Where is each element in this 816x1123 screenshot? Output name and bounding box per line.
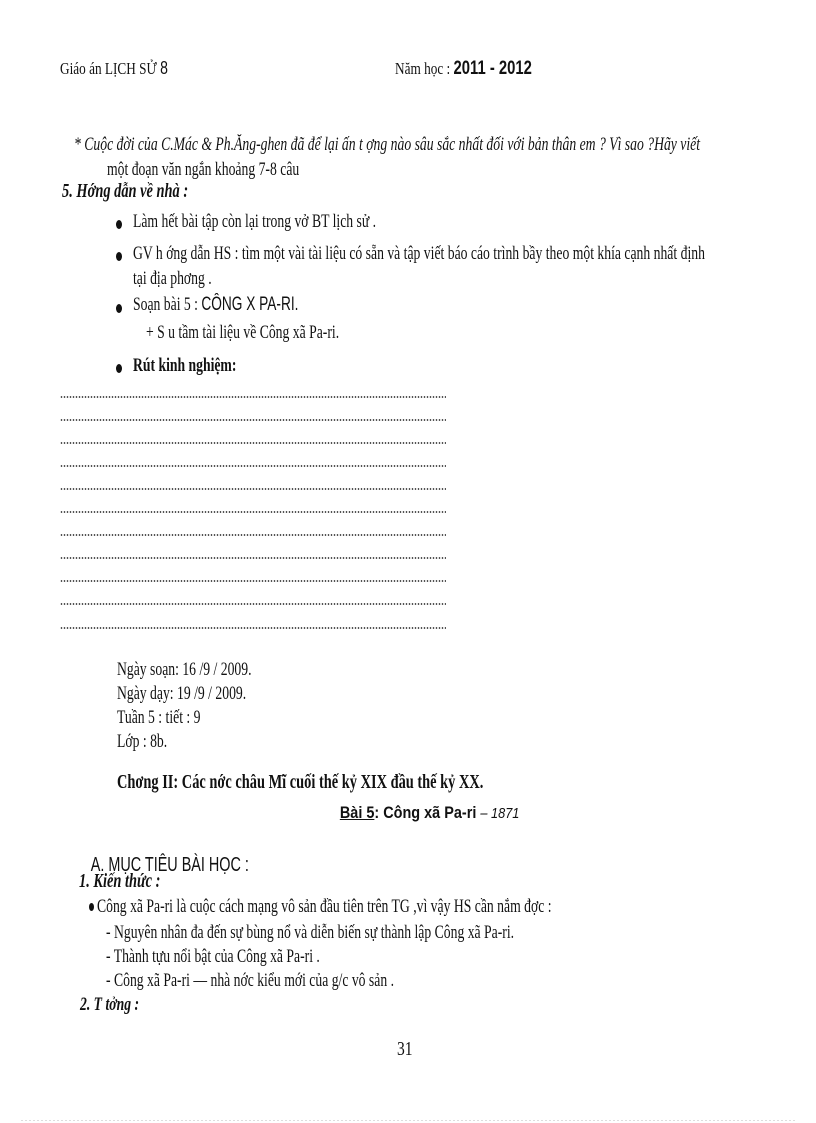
class-name: Lớp : 8b. [117, 731, 168, 752]
header-grade: 8 [160, 58, 168, 78]
header-year-value: 2011 - 2012 [453, 58, 532, 79]
question-line-1: * Cuộc đời của C.Mác & Ph.Ăng-ghen đã để lại ấn t ợng nào sâu sắc nhất đối với bản thân em ? Vì sao ?Hãy viết [74, 134, 701, 155]
knowledge-point-1: - Nguyên nhân đa đến sự bùng nổ và diễn biến sự thành lập Công xã Pa-ri. [106, 922, 515, 943]
blank-dotted-line [60, 603, 446, 605]
homework-item-2-cont: tại địa phơng . [133, 268, 212, 289]
bullet-icon [116, 220, 122, 229]
homework-item-3-label: Soạn bài 5 : [133, 294, 198, 315]
page-number: 31 [397, 1038, 413, 1060]
blank-dotted-line [60, 419, 446, 421]
bullet-icon [116, 304, 122, 313]
header-school-year [395, 58, 532, 80]
blank-dotted-line [60, 511, 446, 513]
blank-dotted-line [60, 580, 446, 582]
ideology-heading: 2. T tởng : [80, 994, 140, 1015]
blank-dotted-line [60, 488, 446, 490]
homework-item-3 [133, 294, 298, 316]
header-subject [60, 58, 168, 79]
homework-item-3-sub: + S u tầm tài liệu về Công xã Pa-ri. [146, 322, 340, 343]
lesson-title [340, 803, 520, 823]
rut-kinh-nghiem-label: Rút kinh nghiệm: [133, 355, 237, 376]
blank-dotted-line [60, 534, 446, 536]
homework-item-1: Làm hết bài tập còn lại trong vở BT lịch sử . [133, 211, 377, 232]
blank-dotted-line [60, 557, 446, 559]
week-period: Tuần 5 : tiết : 9 [117, 707, 201, 728]
knowledge-summary: Công xã Pa-ri là cuộc cách mạng vô sản đầu tiên trên TG ,vì vậy HS cần nắm đợc : [97, 896, 552, 917]
header-subject-label: Giáo án LỊCH SỬ [60, 59, 157, 78]
lesson-5-name: CÔNG X PA-RI. [201, 294, 299, 315]
date-prepared: Ngày soạn: 16 /9 / 2009. [117, 659, 252, 680]
knowledge-heading: 1. Kiến thức : [79, 870, 161, 892]
section-a-title: A. MỤC TIÊU BÀI HỌC : [90, 854, 249, 876]
lesson-label: Bài 5 [339, 803, 375, 822]
bullet-icon [116, 364, 122, 373]
date-taught: Ngày dạy: 19 /9 / 2009. [117, 683, 247, 704]
blank-dotted-line [60, 396, 446, 398]
lesson-year: – 1871 [480, 805, 520, 822]
blank-dotted-line [60, 465, 446, 467]
section-5-title: 5. Hớng dẫn về nhà : [62, 180, 189, 202]
question-line-2: một đoạn văn ngắn khoảng 7-8 câu [107, 159, 300, 180]
knowledge-point-3: - Công xã Pa-ri — nhà nớc kiểu mới của g/c vô sản . [106, 970, 395, 991]
blank-dotted-line [60, 627, 446, 629]
page-bottom-rule [20, 1120, 796, 1121]
bullet-icon [116, 252, 122, 261]
knowledge-point-2: - Thành tựu nổi bật của Công xã Pa-ri . [106, 946, 320, 967]
bullet-icon [89, 903, 94, 911]
header-year-label: Năm học : [395, 59, 451, 78]
lesson-name: : Công xã Pa-ri [374, 803, 477, 822]
blank-dotted-line [60, 442, 446, 444]
homework-item-2: GV h ớng dẫn HS : tìm một vài tài liệu có sẵn và tập viết báo cáo trình bầy theo một khía cạnh nhất định [133, 243, 705, 264]
chapter-title: Chơng II: Các nớc châu Mĩ cuối thế kỷ XIX đầu thế kỷ XX. [117, 771, 484, 793]
